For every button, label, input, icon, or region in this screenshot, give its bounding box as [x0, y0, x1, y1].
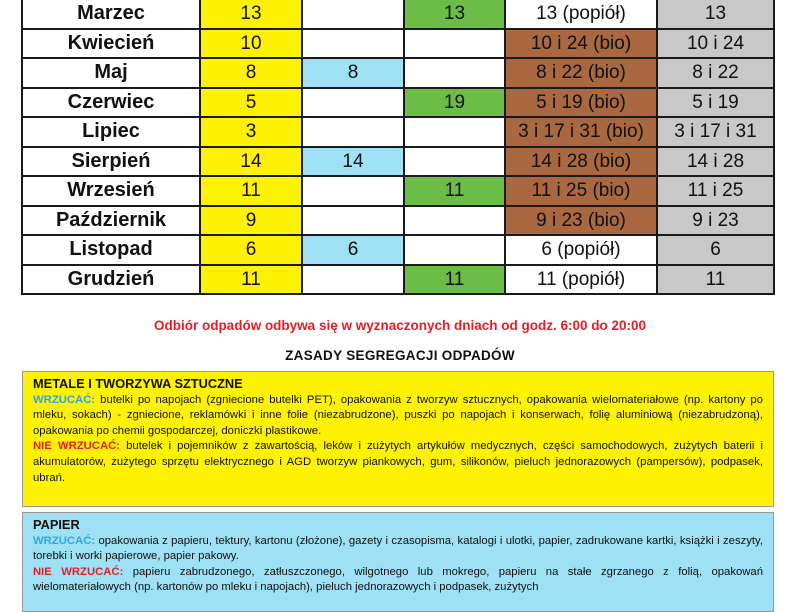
- segregation-rules-title: ZASADY SEGREGACJI ODPADÓW: [285, 348, 515, 363]
- month-cell: Sierpień: [22, 147, 200, 177]
- schedule-row: [22, 29, 774, 59]
- metal-plastic-date-cell: 5: [200, 88, 302, 118]
- metal-plastic-date-cell: 14: [200, 147, 302, 177]
- bulky-date-cell: 8 i 22: [657, 58, 774, 88]
- schedule-row: [22, 176, 774, 206]
- schedule-row: [22, 58, 774, 88]
- mixed-date-cell: 11 i 25 (bio): [505, 176, 657, 206]
- month-cell: Kwiecień: [22, 29, 200, 59]
- glass-date-cell: 11: [404, 176, 505, 206]
- month-cell: Maj: [22, 58, 200, 88]
- bulky-date-cell: 11: [657, 265, 774, 295]
- glass-date-cell: [404, 58, 505, 88]
- paper-date-cell: 8: [302, 58, 404, 88]
- bulky-date-cell: 9 i 23: [657, 206, 774, 236]
- allowed-label: WRZUCAĆ:: [33, 534, 96, 547]
- metal-plastic-rules-box: [22, 371, 774, 507]
- schedule-row: [22, 265, 774, 295]
- metal-plastic-allowed: [33, 393, 763, 440]
- bulky-date-cell: 13: [657, 0, 774, 29]
- glass-date-cell: 19: [404, 88, 505, 118]
- metal-plastic-date-cell: 3: [200, 117, 302, 147]
- metal-plastic-forbidden: [33, 439, 763, 486]
- collection-hours-note: Odbiór odpadów odbywa się w wyznaczonych dniach od godz. 6:00 do 20:00: [153, 318, 647, 333]
- paper-date-cell: 6: [302, 235, 404, 265]
- metal-plastic-date-cell: 11: [200, 265, 302, 295]
- paper-date-cell: [302, 117, 404, 147]
- mixed-date-cell: 11 (popiół): [505, 265, 657, 295]
- schedule-body: [22, 0, 774, 294]
- glass-date-cell: 13: [404, 0, 505, 29]
- bulky-date-cell: 3 i 17 i 31: [657, 117, 774, 147]
- forbidden-text: butelek i pojemników z zawartością, leków i zużytych artykułów medycznych, części samochodowych, zużytych baterii i akumulatorów, zużytego sprzętu elektrycznego i AGD tworzyw piankowych, gum, silikonów, pieluch jednorazowych (pampersów), podpasek, ubrań.: [33, 440, 764, 484]
- paper-date-cell: [302, 88, 404, 118]
- bulky-date-cell: 11 i 25: [657, 176, 774, 206]
- glass-date-cell: [404, 29, 505, 59]
- paper-allowed: [33, 534, 763, 565]
- mixed-date-cell: 6 (popiół): [505, 235, 657, 265]
- paper-date-cell: 14: [302, 147, 404, 177]
- glass-date-cell: [404, 147, 505, 177]
- bulky-date-cell: 6: [657, 235, 774, 265]
- forbidden-text: papieru zabrudzonego, zatłuszczonego, wilgotnego lub mokrego, papieru na stałe zgrzanego z folią, opakowań wielomateriałowych (np. kartonów po mleku i napojach), pieluch jednorazowych i podpasek, zużytych: [33, 565, 763, 594]
- metal-plastic-date-cell: 10: [200, 29, 302, 59]
- glass-date-cell: [404, 235, 505, 265]
- month-cell: Marzec: [22, 0, 200, 29]
- mixed-date-cell: 14 i 28 (bio): [505, 147, 657, 177]
- mixed-date-cell: 13 (popiół): [505, 0, 657, 29]
- metal-plastic-date-cell: 6: [200, 235, 302, 265]
- glass-date-cell: [404, 117, 505, 147]
- month-cell: Lipiec: [22, 117, 200, 147]
- paper-date-cell: [302, 0, 404, 29]
- month-cell: Październik: [22, 206, 200, 236]
- schedule-row: [22, 0, 774, 29]
- bulky-date-cell: 5 i 19: [657, 88, 774, 118]
- allowed-text: opakowania z papieru, tektury, kartonu (złożone), gazety i czasopisma, katalogi i ulotki, papier, zadrukowane kartki, książki i zeszyty, torebki i worki papierowe, papier pakowy.: [33, 534, 763, 563]
- mixed-date-cell: 3 i 17 i 31 (bio): [505, 117, 657, 147]
- paper-forbidden: [33, 565, 763, 596]
- forbidden-label: NIE WRZUCAĆ:: [33, 440, 121, 453]
- paper-rules-box: [22, 512, 774, 612]
- schedule-row: [22, 147, 774, 177]
- month-cell: Czerwiec: [22, 88, 200, 118]
- bulky-date-cell: 10 i 24: [657, 29, 774, 59]
- paper-date-cell: [302, 206, 404, 236]
- metal-plastic-date-cell: 9: [200, 206, 302, 236]
- metal-plastic-date-cell: 8: [200, 58, 302, 88]
- month-cell: Listopad: [22, 235, 200, 265]
- metal-plastic-heading: METALE I TWORZYWA SZTUCZNE: [33, 376, 243, 391]
- metal-plastic-date-cell: 11: [200, 176, 302, 206]
- allowed-text: butelki po napojach (zgniecione butelki PET), opakowania z tworzyw sztucznych, opakowania wielomateriałowe (np. kartony po mleku, sokach) - zgniecione, reklamówki i inne folie (niezabrudzone), puszki po napojach i konserwach, folię aluminiową (niezabrudzoną), opakowania po chemii gospodarczej, doniczki plastikowe.: [33, 393, 763, 437]
- month-cell: Wrzesień: [22, 176, 200, 206]
- schedule-row: [22, 206, 774, 236]
- bulky-date-cell: 14 i 28: [657, 147, 774, 177]
- paper-date-cell: [302, 29, 404, 59]
- paper-date-cell: [302, 265, 404, 295]
- month-cell: Grudzień: [22, 265, 200, 295]
- collection-schedule-table: [21, 0, 775, 295]
- mixed-date-cell: 10 i 24 (bio): [505, 29, 657, 59]
- paper-date-cell: [302, 176, 404, 206]
- schedule-row: [22, 88, 774, 118]
- mixed-date-cell: 8 i 22 (bio): [505, 58, 657, 88]
- schedule-row: [22, 235, 774, 265]
- mixed-date-cell: 5 i 19 (bio): [505, 88, 657, 118]
- schedule-row: [22, 117, 774, 147]
- mixed-date-cell: 9 i 23 (bio): [505, 206, 657, 236]
- metal-plastic-date-cell: 13: [200, 0, 302, 29]
- glass-date-cell: [404, 206, 505, 236]
- glass-date-cell: 11: [404, 265, 505, 295]
- forbidden-label: NIE WRZUCAĆ:: [33, 565, 124, 578]
- allowed-label: WRZUCAĆ:: [33, 393, 96, 406]
- paper-heading: PAPIER: [33, 517, 80, 532]
